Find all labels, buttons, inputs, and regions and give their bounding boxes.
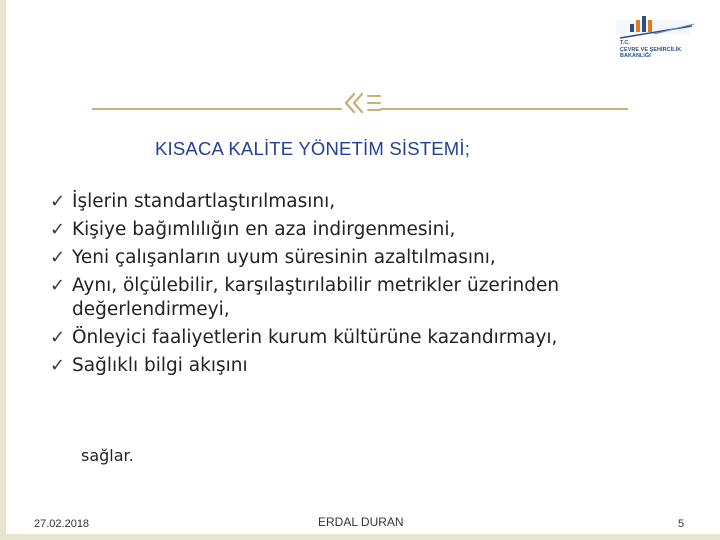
list-item <box>50 354 700 378</box>
list-item-text: Aynı, ölçülebilir, karşılaştırılabilir metrikler üzerinden değerlendirmeyi, <box>72 275 560 320</box>
slide-title: KISACA KALİTE YÖNETİM SİSTEMİ; <box>155 138 471 159</box>
header-divider-right <box>380 108 628 110</box>
list-item <box>50 326 700 350</box>
header-divider-left <box>92 108 342 110</box>
list-item-text: Önleyici faaliyetlerin kurum kültürüne kazandırmayı, <box>72 327 558 348</box>
checkmark-icon: ✓ <box>50 191 66 212</box>
bottom-decorative-stripe <box>0 534 720 540</box>
logo-line: BAKANLIĞI <box>620 53 651 60</box>
checkmark-icon: ✓ <box>50 219 66 240</box>
logo-line: T.C. <box>620 40 630 46</box>
checkmark-icon: ✓ <box>50 275 66 296</box>
bullet-list <box>50 190 700 382</box>
page-number: 5 <box>678 518 685 530</box>
list-item-text: Kişiye bağımlılığın en aza indirgenmesini, <box>72 219 456 240</box>
checkmark-icon: ✓ <box>50 327 66 348</box>
list-item-text: Yeni çalışanların uyum süresinin azaltılmasını, <box>72 247 496 268</box>
ministry-logo-text <box>620 40 698 60</box>
logo-line: ÇEVRE VE ŞEHİRCİLİK <box>620 46 682 53</box>
checkmark-icon: ✓ <box>50 355 66 376</box>
checkmark-icon: ✓ <box>50 247 66 268</box>
list-item <box>50 246 700 270</box>
list-item <box>50 218 700 242</box>
continuation-text: sağlar. <box>81 446 134 465</box>
footer-date: 27.02.2018 <box>34 518 90 530</box>
left-decorative-stripe <box>0 0 6 540</box>
ministry-logo-mark <box>614 14 698 42</box>
chevron-ornament-icon <box>340 88 384 118</box>
list-item-text: İşlerin standartlaştırılmasını, <box>72 191 336 212</box>
list-item-text: Sağlıklı bilgi akışını <box>72 355 248 376</box>
list-item <box>50 274 700 322</box>
footer-author: ERDAL DURAN <box>318 515 404 529</box>
list-item <box>50 190 700 214</box>
ministry-logo <box>614 14 698 66</box>
